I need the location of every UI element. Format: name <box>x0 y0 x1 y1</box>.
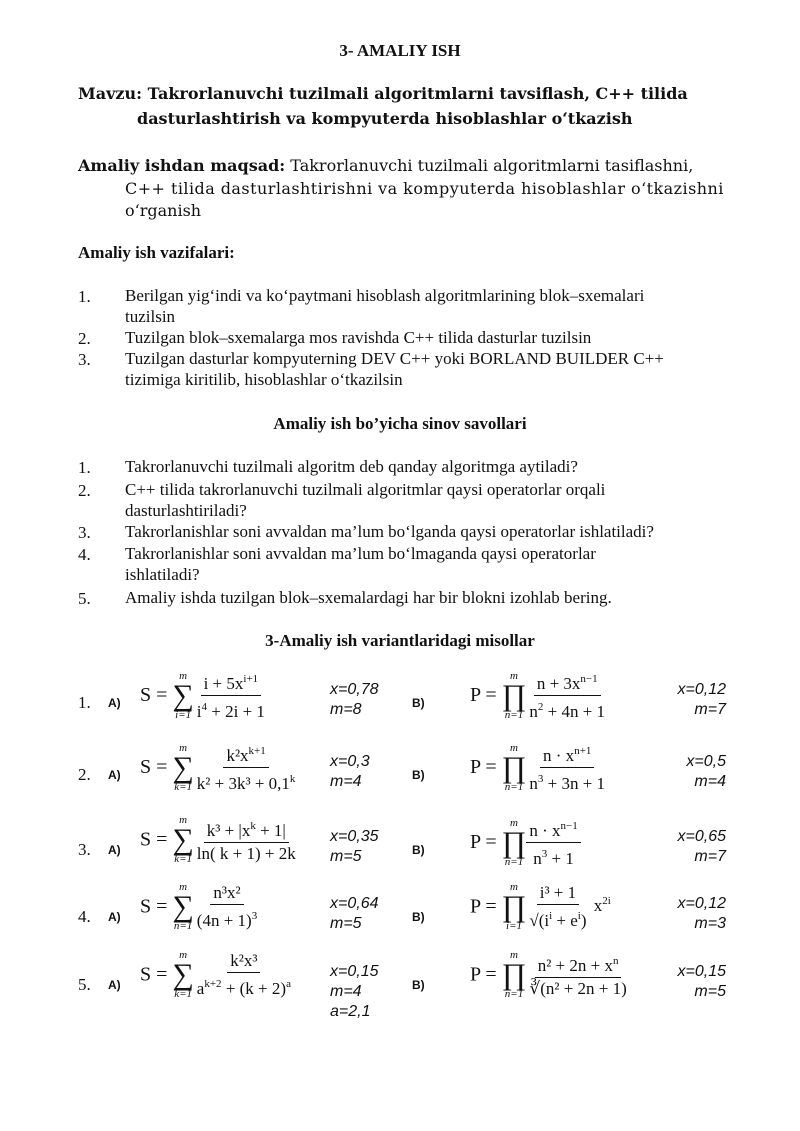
variant-b-operator-symbol: ∏ <box>501 825 527 859</box>
variant-a-formula <box>140 950 294 1000</box>
variant-a-denominator-term: $(4n + 1)^3$ <box>196 910 258 930</box>
variant-a-label: A) <box>108 978 121 992</box>
variant-b-x: x=0,65 <box>677 828 726 845</box>
question-text-1: Takrorlanishlar soni avvaldan ma’lum bo‘lganda qaysi operatorlar ishlatiladi? <box>125 522 654 541</box>
variant-a-fraction <box>194 815 299 865</box>
variant-b-numerator-term: $n \cdot x^{n-1}$ <box>529 820 578 840</box>
question-text-1: Amaliy ishda tuzilgan blok–sxemalardagi har bir blokni izohlab bering. <box>125 588 612 607</box>
variant-b-lower-limit: n=1 <box>504 988 524 1000</box>
variant-a-lower-limit: k=1 <box>174 988 192 1000</box>
variant-b-m: m=7 <box>694 701 726 718</box>
variant-b-denominator <box>530 843 577 870</box>
task-text-2: tuzilsin <box>125 307 176 326</box>
variant-b-fraction <box>526 882 589 932</box>
variant-b-denominator-term: $n^3$ <box>533 848 548 868</box>
task-item <box>125 327 725 348</box>
variant-a-denominator-rest: + $(k + 2)^a$ <box>221 978 291 998</box>
variant-b-lower-limit: n=1 <box>504 780 524 793</box>
variant-b-numerator-term: i³ + 1 <box>539 883 577 902</box>
variant-a-lhs: S = <box>140 963 173 986</box>
variant-b-denominator-term-exponent: i <box>549 910 553 922</box>
variant-b-numerator <box>534 668 601 696</box>
variant-b-label: B) <box>412 978 425 992</box>
variant-b-factor-exponent: 2i <box>602 894 611 907</box>
variant-b-numerator <box>526 815 580 843</box>
variant-a-params <box>330 962 378 1022</box>
variant-a-numerator-term: k²x³ <box>230 951 258 970</box>
variant-a-numerator <box>204 815 289 843</box>
variant-a-denominator-term-exponent: 4 <box>201 701 208 713</box>
variant-a-x: x=0,35 <box>330 828 379 845</box>
variant-b-params <box>640 827 726 867</box>
variant-b-operator <box>502 882 527 932</box>
task-text-1: Berilgan yig‘indi va ko‘paytmani hisoblash algoritmlarining blok–sxemalari <box>125 286 645 305</box>
variant-a-params <box>330 894 378 934</box>
variant-b-numerator-term-exponent: n−1 <box>560 820 578 832</box>
variant-b-denominator-rest: + 3n + 1 <box>543 774 606 793</box>
question-text-1: C++ tilida takrorlanuvchi tuzilmali algoritmlar qaysi operatorlar orqali <box>125 480 606 499</box>
variant-b-denominator-term-exponent: 2 <box>537 701 544 713</box>
variant-a-params <box>330 680 378 720</box>
variant-a-lhs: S = <box>140 895 173 918</box>
variant-b-lhs: P = <box>470 684 502 706</box>
variant-a-fraction <box>194 668 268 723</box>
topic-label: Mavzu: <box>78 84 142 103</box>
variant-a-upper-limit: m <box>179 881 188 893</box>
question-item <box>125 587 725 608</box>
variant-a-numerator-term: n³x² <box>213 883 241 902</box>
question-number: 1. <box>78 458 91 477</box>
question-number: 5. <box>78 589 91 608</box>
variant-a-fraction <box>194 882 260 932</box>
purpose-label: Amaliy ishdan maqsad: <box>78 156 286 175</box>
variant-b-denominator-term: $n^2$ <box>529 701 544 721</box>
variant-number: 2. <box>78 765 91 784</box>
task-text-2: tizimiga kiritilib, hisoblashlar o‘tkazilsin <box>125 370 403 389</box>
variant-a-label: A) <box>108 768 121 782</box>
variant-a-denominator <box>194 973 294 1000</box>
variant-b-denominator <box>526 768 608 795</box>
variant-a-upper-limit: m <box>179 949 188 961</box>
variant-b-formula <box>470 950 630 1000</box>
variant-b-formula <box>470 740 608 795</box>
variant-a-operator <box>172 882 193 932</box>
variant-b-denominator-rest-exponent: i <box>577 910 581 922</box>
variant-a-label: A) <box>108 696 121 710</box>
variant-b-x: x=0,12 <box>677 895 726 912</box>
question-number: 3. <box>78 523 91 542</box>
variant-b-upper-limit: m <box>510 881 518 893</box>
variant-number: 5. <box>78 975 91 994</box>
purpose-text-3: o‘rganish <box>125 201 202 220</box>
variant-a-extra: a=2,1 <box>330 1003 371 1020</box>
question-text-1: Takrorlanishlar soni avvaldan ma’lum bo‘lmaganda qaysi operatorlar <box>125 544 596 563</box>
variant-number: 1. <box>78 693 91 712</box>
variant-b-numerator-term: $n^2 + 2n + x^n$ <box>537 955 619 975</box>
variant-b-operator <box>502 818 527 868</box>
variant-a-formula <box>140 882 260 932</box>
question-text-2: ishlatiladi? <box>125 565 200 584</box>
variant-a-operator <box>172 950 193 1000</box>
variant-number: 4. <box>78 907 91 926</box>
question-text-2: dasturlashtiriladi? <box>125 501 247 520</box>
variant-a-numerator <box>227 950 260 973</box>
variant-b-params <box>640 962 726 1002</box>
variant-b-denominator-term: $n^3$ <box>529 773 544 793</box>
variant-b-denominator-end: ) <box>580 911 587 930</box>
variant-a-m: m=8 <box>330 701 362 718</box>
variant-a-operator <box>172 815 193 865</box>
variant-b-params <box>640 894 726 934</box>
variant-a-upper-limit: m <box>179 741 188 754</box>
variant-b-operator-symbol: ∏ <box>501 890 527 923</box>
variant-a-fraction <box>194 950 294 1000</box>
variant-a-denominator <box>194 696 268 723</box>
variant-a-x: x=0,15 <box>330 963 379 980</box>
topic-line-1 <box>78 83 738 104</box>
variant-a-denominator <box>194 905 260 932</box>
variant-a-numerator <box>201 668 262 696</box>
task-number: 1. <box>78 287 91 306</box>
variant-a-denominator-rest-exponent: a <box>286 978 291 990</box>
variant-b-label: B) <box>412 910 425 924</box>
variant-b-lower-limit: n=1 <box>504 708 524 721</box>
variant-b-numerator-term-exponent: n <box>612 955 619 967</box>
tasks-heading: Amaliy ish vazifalari: <box>78 243 235 262</box>
variant-b-lower-limit: n=1 <box>504 855 524 868</box>
variant-a-denominator-term: $a^{k+2}$ <box>196 978 222 998</box>
variant-b-denominator <box>526 696 608 723</box>
task-item <box>125 348 725 390</box>
topic-text-1: Takrorlanuvchi tuzilmali algoritmlarni tavsiflash, C++ tilida <box>147 84 688 103</box>
variant-a-denominator <box>194 843 299 865</box>
purpose-text-1: Takrorlanuvchi tuzilmali algoritmlarni tasiflashni, <box>290 156 694 175</box>
variant-a-label: A) <box>108 843 121 857</box>
variant-b-denominator <box>526 978 629 1000</box>
variant-a-x: x=0,78 <box>330 681 379 698</box>
variant-a-x: x=0,3 <box>330 753 370 770</box>
variant-b-denominator-term: ∛(n² + 2n + 1) <box>529 979 627 998</box>
variant-b-denominator-rest: + $e^i$ <box>552 910 581 930</box>
variant-a-m: m=5 <box>330 915 362 932</box>
question-item <box>125 479 725 521</box>
purpose-text-2: C++ tilida dasturlashtirishni va kompyuterda hisoblashlar o‘tkazishni <box>125 179 724 198</box>
task-text-1: Tuzilgan blok–sxemalarga mos ravishda C++ tilida dasturlar tuzilsin <box>125 328 592 347</box>
variant-a-operator-symbol: ∑ <box>172 958 194 991</box>
topic-text-2: dasturlashtirish va kompyuterda hisoblashlar o‘tkazish <box>137 109 633 128</box>
variant-a-x: x=0,64 <box>330 895 379 912</box>
task-item <box>125 285 725 327</box>
variant-a-m: m=4 <box>330 773 362 790</box>
variant-b-lhs: P = <box>470 831 502 853</box>
variant-b-x: x=0,15 <box>677 963 726 980</box>
variant-b-lhs: P = <box>470 895 502 918</box>
questions-heading: Amaliy ish bo’yicha sinov savollari <box>273 414 527 433</box>
variant-a-denominator-rest: + 2i + 1 <box>207 702 265 721</box>
variant-a-denominator-term-exponent: 3 <box>251 910 258 922</box>
variant-b-m: m=4 <box>694 773 726 790</box>
variant-a-numerator <box>223 740 268 768</box>
variant-b-label: B) <box>412 768 425 782</box>
variant-a-denominator-term-exponent: k <box>289 773 296 785</box>
variant-a-operator-symbol: ∑ <box>172 890 194 923</box>
variant-b-upper-limit: m <box>510 949 518 961</box>
variant-b-lhs: P = <box>470 963 502 986</box>
variant-a-operator-symbol: ∑ <box>172 750 194 784</box>
variant-b-lhs: P = <box>470 756 502 778</box>
variant-a-lhs: S = <box>140 684 173 706</box>
variant-b-formula <box>470 668 608 723</box>
variant-b-formula <box>470 882 611 932</box>
variant-a-lower-limit: k=1 <box>174 853 192 865</box>
variant-b-factor: $x^{2i}$ <box>589 894 611 915</box>
variant-a-upper-limit: m <box>179 669 188 682</box>
task-number: 3. <box>78 350 91 369</box>
variant-a-numerator-term-exponent: k <box>250 820 256 832</box>
variant-a-operator <box>172 743 193 793</box>
variant-b-operator-symbol: ∏ <box>501 958 527 991</box>
variant-b-params <box>640 680 726 720</box>
variant-number: 3. <box>78 840 91 859</box>
variant-a-denominator-term-exponent: k+2 <box>204 978 222 990</box>
variant-b-numerator <box>540 740 594 768</box>
variant-b-numerator <box>535 950 622 978</box>
variant-a-formula <box>140 815 299 865</box>
variant-b-numerator-term-exponent: n−1 <box>580 673 598 685</box>
variant-a-lower-limit: k=1 <box>174 780 192 793</box>
variant-a-numerator-term-exponent: k+1 <box>248 745 266 757</box>
variant-a-label: A) <box>108 910 121 924</box>
question-text-1: Takrorlanuvchi tuzilmali algoritm deb qanday algoritmga aytiladi? <box>125 457 578 476</box>
variant-b-upper-limit: m <box>510 741 518 754</box>
variants-heading: 3-Amaliy ish variantlaridagi misollar <box>265 631 535 650</box>
variant-a-numerator <box>210 882 243 905</box>
variant-b-formula <box>470 815 581 870</box>
question-item <box>125 521 725 542</box>
variant-a-lower-limit: n=1 <box>173 920 193 932</box>
variant-b-params <box>640 752 726 792</box>
variant-b-m: m=3 <box>694 915 726 932</box>
variant-a-m: m=4 <box>330 983 362 1000</box>
variant-a-numerator-rest: + 1| <box>255 821 286 840</box>
variant-a-numerator-term-exponent: i+1 <box>243 673 259 685</box>
variant-a-formula <box>140 740 298 795</box>
variant-b-denominator-term-exponent: 3 <box>537 773 544 785</box>
variant-a-lhs: S = <box>140 828 173 851</box>
variant-a-denominator-term: $k^2 + 3k^3 + 0,1^k$ <box>196 773 296 793</box>
variant-a-lhs: S = <box>140 756 173 778</box>
variant-b-fraction <box>526 815 580 870</box>
variant-a-operator <box>172 671 193 721</box>
variant-b-fraction <box>526 950 629 1000</box>
variant-b-fraction <box>526 740 608 795</box>
question-number: 4. <box>78 545 91 564</box>
page-title: 3- AMALIY ISH <box>339 41 461 60</box>
variant-b-label: B) <box>412 843 425 857</box>
variant-b-label: B) <box>412 696 425 710</box>
variant-b-denominator-term: $√(i^i$ <box>529 910 553 930</box>
task-text-1: Tuzilgan dasturlar kompyuterning DEV C++ yoki BORLAND BUILDER C++ <box>125 349 664 368</box>
variant-b-operator <box>502 671 527 721</box>
variant-a-operator-symbol: ∑ <box>172 823 194 856</box>
variant-a-params <box>330 752 370 792</box>
variant-a-numerator-term: $k^2x^{k+1}$ <box>226 745 266 765</box>
variant-b-numerator-term-exponent: n+1 <box>574 745 592 757</box>
variant-a-denominator <box>194 768 299 795</box>
purpose-line-1 <box>78 155 728 176</box>
variant-b-operator <box>502 743 527 793</box>
variant-b-denominator-term-exponent: 3 <box>541 848 548 860</box>
variant-a-m: m=5 <box>330 848 362 865</box>
variant-b-m: m=5 <box>694 983 726 1000</box>
variant-b-lower-limit: i=1 <box>506 920 523 932</box>
question-number: 2. <box>78 481 91 500</box>
variant-b-upper-limit: m <box>510 669 518 682</box>
variant-b-x: x=0,5 <box>686 753 726 770</box>
variant-a-denominator-term: ln( k + 1) + 2k <box>196 844 296 863</box>
variant-b-numerator-term: $n + 3x^{n-1}$ <box>536 673 598 693</box>
question-item <box>125 456 725 477</box>
variant-b-operator-symbol: ∏ <box>501 750 527 784</box>
variant-a-formula <box>140 668 268 723</box>
variant-a-numerator-term: $i + 5x^{i+1}$ <box>203 673 259 693</box>
variant-a-denominator-term: $i^4$ <box>196 701 208 721</box>
variant-a-fraction <box>194 740 299 795</box>
variant-b-denominator-rest: + 1 <box>547 849 574 868</box>
variant-b-fraction <box>526 668 608 723</box>
task-number: 2. <box>78 329 91 348</box>
variant-b-numerator <box>537 882 579 905</box>
variant-b-m: m=7 <box>694 848 726 865</box>
variant-b-upper-limit: m <box>510 816 518 829</box>
variant-a-upper-limit: m <box>179 814 188 826</box>
variant-a-params <box>330 827 378 867</box>
variant-b-operator-symbol: ∏ <box>501 678 527 712</box>
question-item <box>125 543 725 585</box>
variant-b-numerator-term: $n \cdot x^{n+1}$ <box>543 745 592 765</box>
variant-a-numerator-term: $k^3 + |x^k$ <box>206 820 256 840</box>
variant-b-denominator-rest: + 4n + 1 <box>543 702 606 721</box>
variant-b-denominator <box>526 905 589 932</box>
variant-a-operator-symbol: ∑ <box>172 678 194 712</box>
variant-b-operator <box>502 950 527 1000</box>
variant-b-x: x=0,12 <box>677 681 726 698</box>
variant-a-lower-limit: i=1 <box>175 708 192 721</box>
